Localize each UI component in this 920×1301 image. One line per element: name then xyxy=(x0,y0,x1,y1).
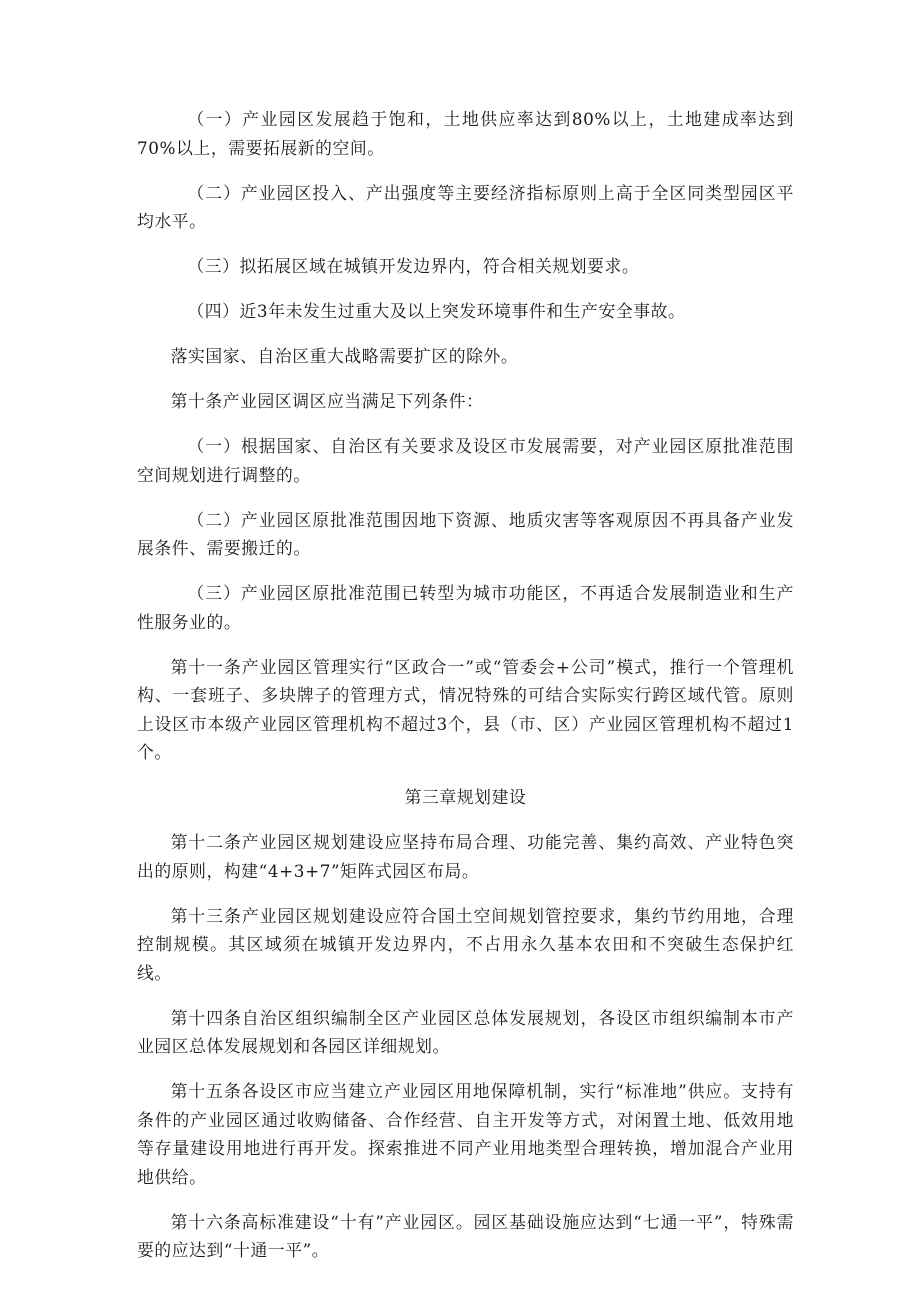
document-body xyxy=(137,105,794,1281)
paragraph-expansion-condition-1: （一）产业园区发展趋于饱和，土地供应率达到80%以上，土地建成率达到70%以上，需要拓展新的空间。 xyxy=(137,109,794,158)
article-10: 第十条产业园区调区应当满足下列条件： xyxy=(170,391,484,411)
chapter-heading: 第三章规划建设 xyxy=(404,787,527,807)
paragraph-adjustment-condition-3: （三）产业园区原批准范围已转型为城市功能区，不再适合发展制造业和生产性服务业的。 xyxy=(137,583,794,632)
paragraph-expansion-condition-2: （二）产业园区投入、产出强度等主要经济指标原则上高于全区同类型园区平均水平。 xyxy=(137,182,794,231)
article-12: 第十二条产业园区规划建设应坚持布局合理、功能完善、集约高效、产业特色突出的原则，构建“4+3+7”矩阵式园区布局。 xyxy=(137,832,794,881)
article-14: 第十四条自治区组织编制全区产业园区总体发展规划，各设区市组织编制本市产业园区总体发展规划和各园区详细规划。 xyxy=(137,1007,794,1056)
paragraph-expansion-condition-4: （四）近3年未发生过重大及以上突发环境事件和生产安全事故。 xyxy=(187,301,686,321)
paragraph-adjustment-condition-2: （二）产业园区原批准范围因地下资源、地质灾害等客观原因不再具备产业发展条件、需要搬迁的。 xyxy=(137,509,794,558)
paragraph-expansion-exception: 落实国家、自治区重大战略需要扩区的除外。 xyxy=(170,346,519,366)
article-16: 第十六条高标准建设“十有”产业园区。园区基础设施应达到“七通一平”，特殊需要的应达到“十通一平”。 xyxy=(137,1211,794,1260)
paragraph-expansion-condition-3: （三）拟拓展区域在城镇开发边界内，符合相关规划要求。 xyxy=(187,256,640,276)
article-13: 第十三条产业园区规划建设应符合国土空间规划管控要求，集约节约用地，合理控制规模。其区域须在城镇开发边界内，不占用永久基本农田和不突破生态保护红线。 xyxy=(137,905,794,983)
paragraph-adjustment-condition-1: （一）根据国家、自治区有关要求及设区市发展需要，对产业园区原批准范围空间规划进行调整的。 xyxy=(137,436,794,485)
article-15: 第十五条各设区市应当建立产业园区用地保障机制，实行“标准地”供应。支持有条件的产业园区通过收购储备、合作经营、自主开发等方式，对闲置土地、低效用地等存量建设用地进行再开发。探索推进不同产业用地类型合理转换，增加混合产业用地供给。 xyxy=(137,1081,794,1187)
article-11: 第十一条产业园区管理实行“区政合一”或“管委会+公司”模式，推行一个管理机构、一套班子、多块牌子的管理方式，情况特殊的可结合实际实行跨区域代管。原则上设区市本级产业园区管理机构不超过3个，县（市、区）产业园区管理机构不超过1个。 xyxy=(137,656,794,762)
